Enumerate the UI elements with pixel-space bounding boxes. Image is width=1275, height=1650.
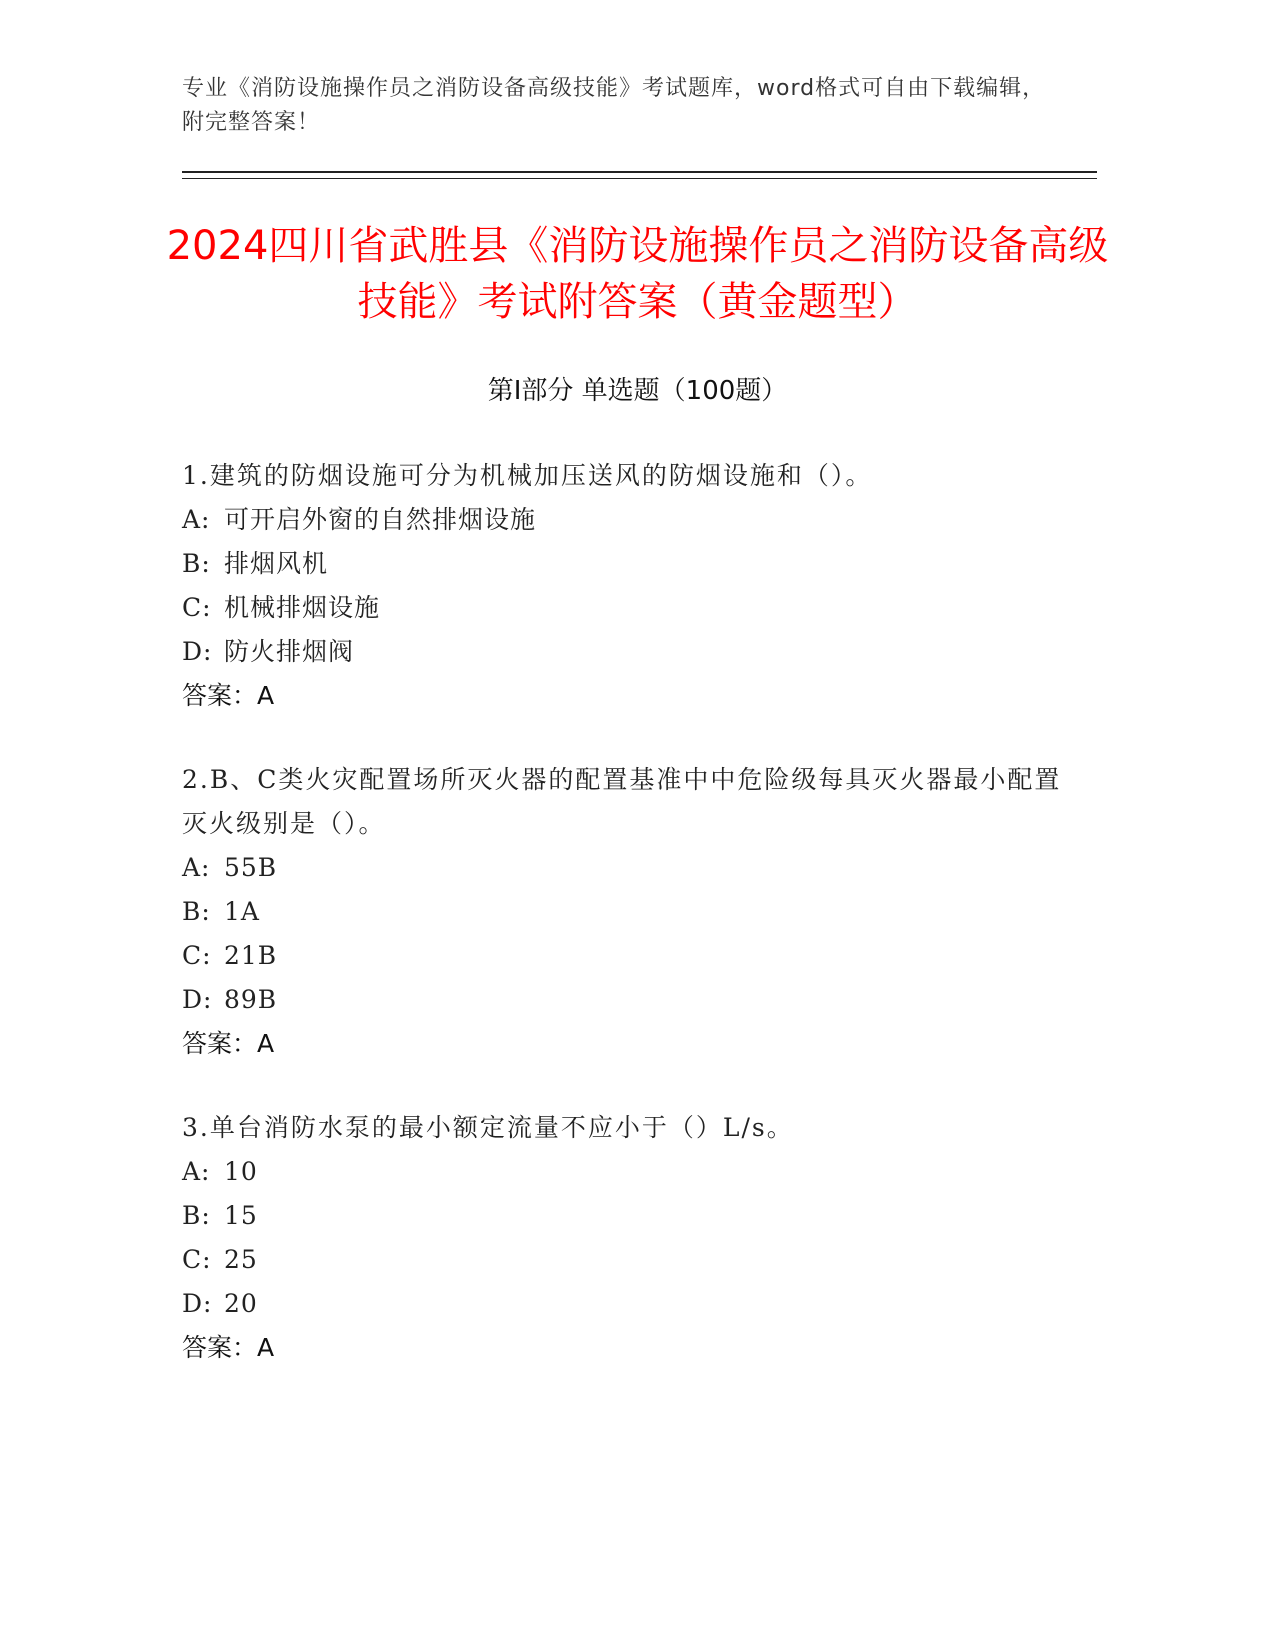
option-text: 防火排烟阀	[224, 637, 355, 666]
section-heading: 第Ⅰ部分 单选题（100题）	[487, 376, 788, 406]
option-d	[182, 1282, 1062, 1326]
header-divider-thin	[182, 178, 1097, 179]
option-letter: C:	[182, 593, 212, 622]
option-d	[182, 630, 1062, 674]
option-a	[182, 846, 1062, 890]
option-letter: A:	[182, 853, 211, 882]
option-text: 89B	[224, 985, 278, 1014]
option-letter: A:	[182, 505, 211, 534]
option-d	[182, 978, 1062, 1022]
option-text: 55B	[224, 853, 278, 882]
option-c	[182, 1238, 1062, 1282]
question-3	[182, 1106, 1062, 1370]
header-note: 专业《消防设施操作员之消防设备高级技能》考试题库，word格式可自由下载编辑，附完整答案！	[182, 76, 1046, 135]
option-c	[182, 934, 1062, 978]
option-letter: C:	[182, 941, 212, 970]
question-1	[182, 454, 1062, 718]
option-text: 20	[224, 1289, 258, 1318]
option-b	[182, 542, 1062, 586]
answer: 答案：A	[182, 681, 275, 710]
option-text: 25	[224, 1245, 258, 1274]
option-letter: D:	[182, 985, 213, 1014]
option-letter: D:	[182, 1289, 213, 1318]
question-stem: 1.建筑的防烟设施可分为机械加压送风的防烟设施和（）。	[182, 461, 873, 490]
option-letter: A:	[182, 1157, 211, 1186]
option-letter: B:	[182, 1201, 211, 1230]
option-text: 1A	[224, 897, 260, 926]
option-a	[182, 1150, 1062, 1194]
option-a	[182, 498, 1062, 542]
option-b	[182, 1194, 1062, 1238]
answer: 答案：A	[182, 1029, 275, 1058]
option-letter: C:	[182, 1245, 212, 1274]
question-2	[182, 758, 1062, 1066]
option-c	[182, 586, 1062, 630]
option-letter: B:	[182, 897, 211, 926]
option-text: 15	[224, 1201, 258, 1230]
option-letter: B:	[182, 549, 211, 578]
option-text: 可开启外窗的自然排烟设施	[224, 505, 537, 534]
option-text: 10	[224, 1157, 258, 1186]
answer: 答案：A	[182, 1333, 275, 1362]
option-letter: D:	[182, 637, 213, 666]
question-list	[182, 454, 1062, 1410]
header-divider-thick	[182, 171, 1097, 173]
document-title: 2024四川省武胜县《消防设施操作员之消防设备高级技能》考试附答案（黄金题型）	[166, 223, 1109, 325]
question-stem: 2.B、C类火灾配置场所灭火器的配置基准中中危险级每具灭火器最小配置灭火级别是（）。	[182, 765, 1062, 838]
option-b	[182, 890, 1062, 934]
option-text: 机械排烟设施	[224, 593, 381, 622]
question-stem: 3.单台消防水泵的最小额定流量不应小于（）L/s。	[182, 1113, 794, 1142]
option-text: 排烟风机	[224, 549, 329, 578]
option-text: 21B	[224, 941, 278, 970]
